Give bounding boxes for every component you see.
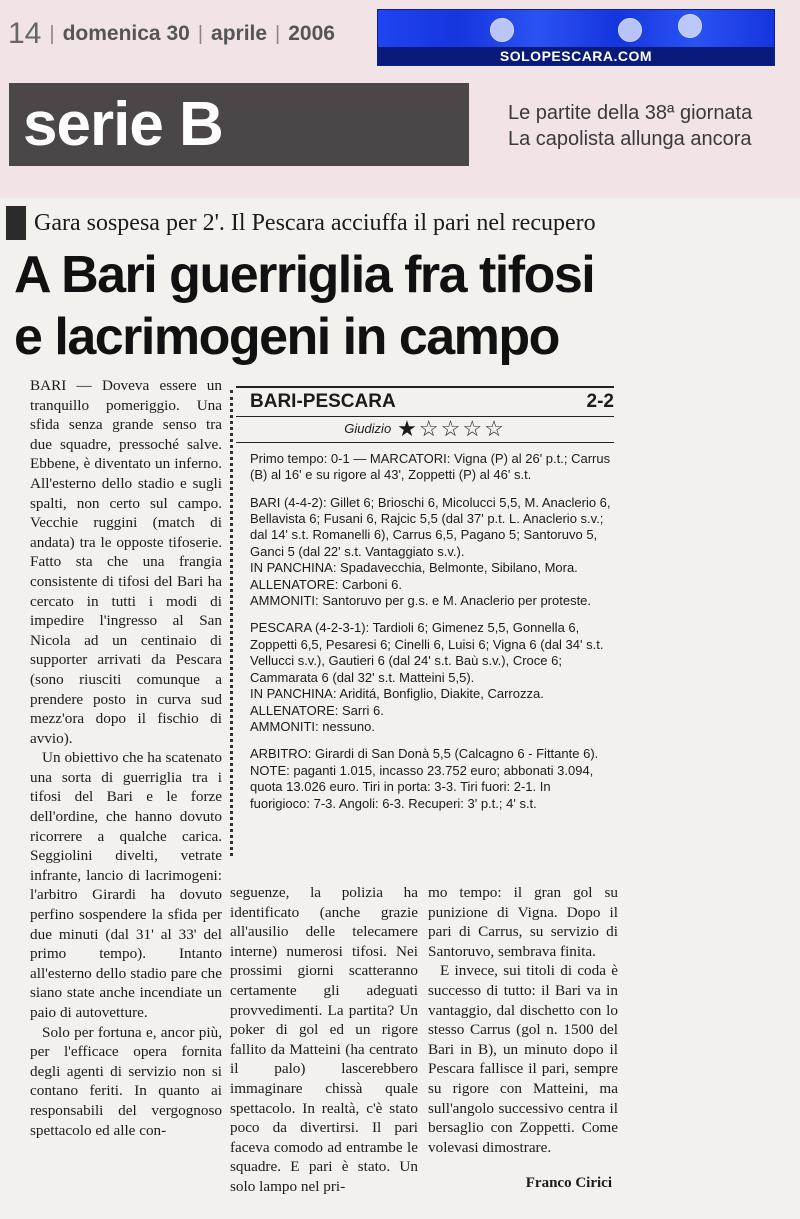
pescara-block [236,620,614,735]
kicker-text: Gara sospesa per 2'. Il Pescara acciuffa il pari nel recupero [34,209,596,236]
referee-text: ARBITRO: Girardi di San Donà 5,5 (Calcagno 6 - Fittante 6). [250,746,599,762]
match-header [236,386,614,417]
article-paragraph: E invece, sui titoli di coda è successo di tutto: il Bari va in vantaggio, dal dischetto con lo stesso Carrus (gol n. 1500 del Bari in B), un minuto dopo il Pescara fallisce il pari, sempre su rigore con Matteini, ma sull'angolo successivo centra il bersaglio con Zoppetti. Come volevasi dimostrare. [428,962,618,1156]
page-number: 14 [8,17,42,50]
pescara-booked: AMMONITI: nessuno. [250,718,375,734]
headline-line: A Bari guerriglia fra tifosi [14,246,595,304]
pescara-coach: ALLENATORE: Sarri 6. [250,702,384,718]
article-paragraph: seguenze, la polizia ha identificato (anche grazie all'ausilio delle telecamere interne) numerosi tifosi. Nei prossimi giorni scatteranno certamente gli adeguati provvedimenti. La partita? Un poker di gol ed un rigore fallito da Matteini (ha centrato il palo) lascerebbero immaginare chissà quale spettacolo. In realtà, c'è stato poco da divertirsi. Il pari faceva comodo ad entrambe le squadre. E pari è stato. Un solo lampo nel pri- [230,884,418,1195]
pescara-lineup: PESCARA (4-2-3-1): Tardioli 6; Gimenez 5,5, Gonnella 6, Zoppetti 6,5, Pesaresi 6; Cinelli 6, Luisi 6; Vigna 6 (dal 34' s.t. Vellucci s.v.), Gautieri 6 (dal 24' s.t. Baù s.v.), Croce 6; Cammarata 6 (dal 32' s.t. Matteini 5,5). [250,620,604,685]
dotted-divider [230,390,233,856]
dateline-year: 2006 [288,22,335,45]
dateline-separator: | [275,22,281,45]
match-rating [236,417,614,442]
dateline-separator: | [197,22,204,45]
site-banner [377,9,775,66]
dateline-day: domenica 30 [62,22,190,45]
dateline-separator: | [49,22,55,45]
section-title: serie B [9,83,469,166]
article-paragraph: Solo per fortuna e, ancor più, per l'efficace opera fornita degli agenti di servizio non si contano feriti. In quanto ai responsabili del vergognoso spettacolo ed alle con- [30,1023,222,1139]
article-headline [14,244,634,368]
football-icon [678,14,702,38]
bari-coach: ALLENATORE: Carboni 6. [250,576,402,592]
article-column-3 [428,883,618,1157]
scorers-text: Primo tempo: 0-1 — MARCATORI: Vigna (P) al 26' p.t.; Carrus (B) al 16' e su rigore al 43', Zoppetti (P) al 46' s.t. [250,450,611,483]
site-name: SOLOPESCARA.COM [378,47,774,65]
dateline [8,16,335,52]
bari-bench: IN PANCHINA: Spadavecchia, Belmonte, Sibilano, Mora. [250,560,578,576]
notes-text: NOTE: paganti 1.015, incasso 23.752 euro; abbonati 3.094, quota 13.026 euro. Tiri in porta: 3-3. Tiri fuori: 2-1. In fuorigioco: 7-3. Angoli: 6-3. Recuperi: 3' p.t.; 4' s.t. [250,762,594,811]
headline-line: e lacrimogeni in campo [14,308,559,366]
football-icon [618,18,642,42]
first-half-block [236,451,614,484]
article-byline: Franco Cirici [525,1175,612,1191]
article-paragraph: BARI — Doveva essere un tranquillo pomeriggio. Una sfida senza grande senso tra due squadre, pressoché salve. Ebbene, è diventato un inferno. All'esterno dello stadio e sugli spalti, non certo sul campo. Vecchie ruggini (match di andata) tra le opposte tifoserie. Fatto sta che una frangia consistente di tifosi del Bari ha cercato in tutti i modi di impedire l'ingresso al San Nicola ad un centinaio di supporter arrivati da Pescara (sono riusciti comunque a prendere posto in curva sud mezz'ora dopo il fischio di avvio). [30,377,222,747]
section-subtitle-line: Le partite della 38ª giornata [508,102,753,124]
rating-stars-icon: ★☆☆☆☆ [397,416,506,442]
referee-block [236,746,614,812]
section-subtitle-line: La capolista allunga ancora [508,128,752,150]
article-paragraph: mo tempo: il gran gol su punizione di Vigna. Dopo il pari di Carrus, su servizio di Santoruvo, sembrava finita. [428,884,618,960]
article-paragraph: Un obiettivo che ha scatenato una sorta di guerriglia tra i tifosi del Bari e le forze dell'ordine, che hanno dovuto ricorrere a qualche carica. Seggiolini divelti, vetrate infrante, lancio di lacrimogeni: l'arbitro Girardi ha dovuto perfino sospendere la sfida per due minuti (dal 31' al 33' del primo tempo). Intanto all'esterno dello stadio pare che siano state anche incendiate un paio di autovetture. [30,749,222,1021]
match-teams: BARI-PESCARA [250,391,396,412]
article-column-1 [30,376,222,1140]
bari-block [236,495,614,610]
match-scorebox [236,386,614,812]
section-subtitle [508,100,798,152]
football-icon [490,18,514,42]
kicker-square-icon [6,206,26,240]
article-column-2 [230,883,418,1197]
bari-lineup: BARI (4-4-2): Gillet 6; Brioschi 6, Micolucci 5,5, M. Anaclerio 6, Bellavista 6; Fusani 6, Rajcic 5,5 (dal 37' p.t. L. Anaclerio s.v.; dal 14' s.t. Romanelli 6), Carrus 6,5, Pagano 5; Santoruvo 5, Ganci 5 (dal 22' s.t. Vantaggiato s.v.). [250,494,611,559]
dateline-month: aprile [211,22,268,45]
rating-label: Giudizio [344,421,392,437]
bari-booked: AMMONITI: Santoruvo per g.s. e M. Anaclerio per proteste. [250,593,592,609]
article-kicker [6,206,634,240]
pescara-bench: IN PANCHINA: Ariditá, Bonfiglio, Diakite, Carrozza. [250,686,544,702]
match-score: 2-2 [586,391,614,412]
